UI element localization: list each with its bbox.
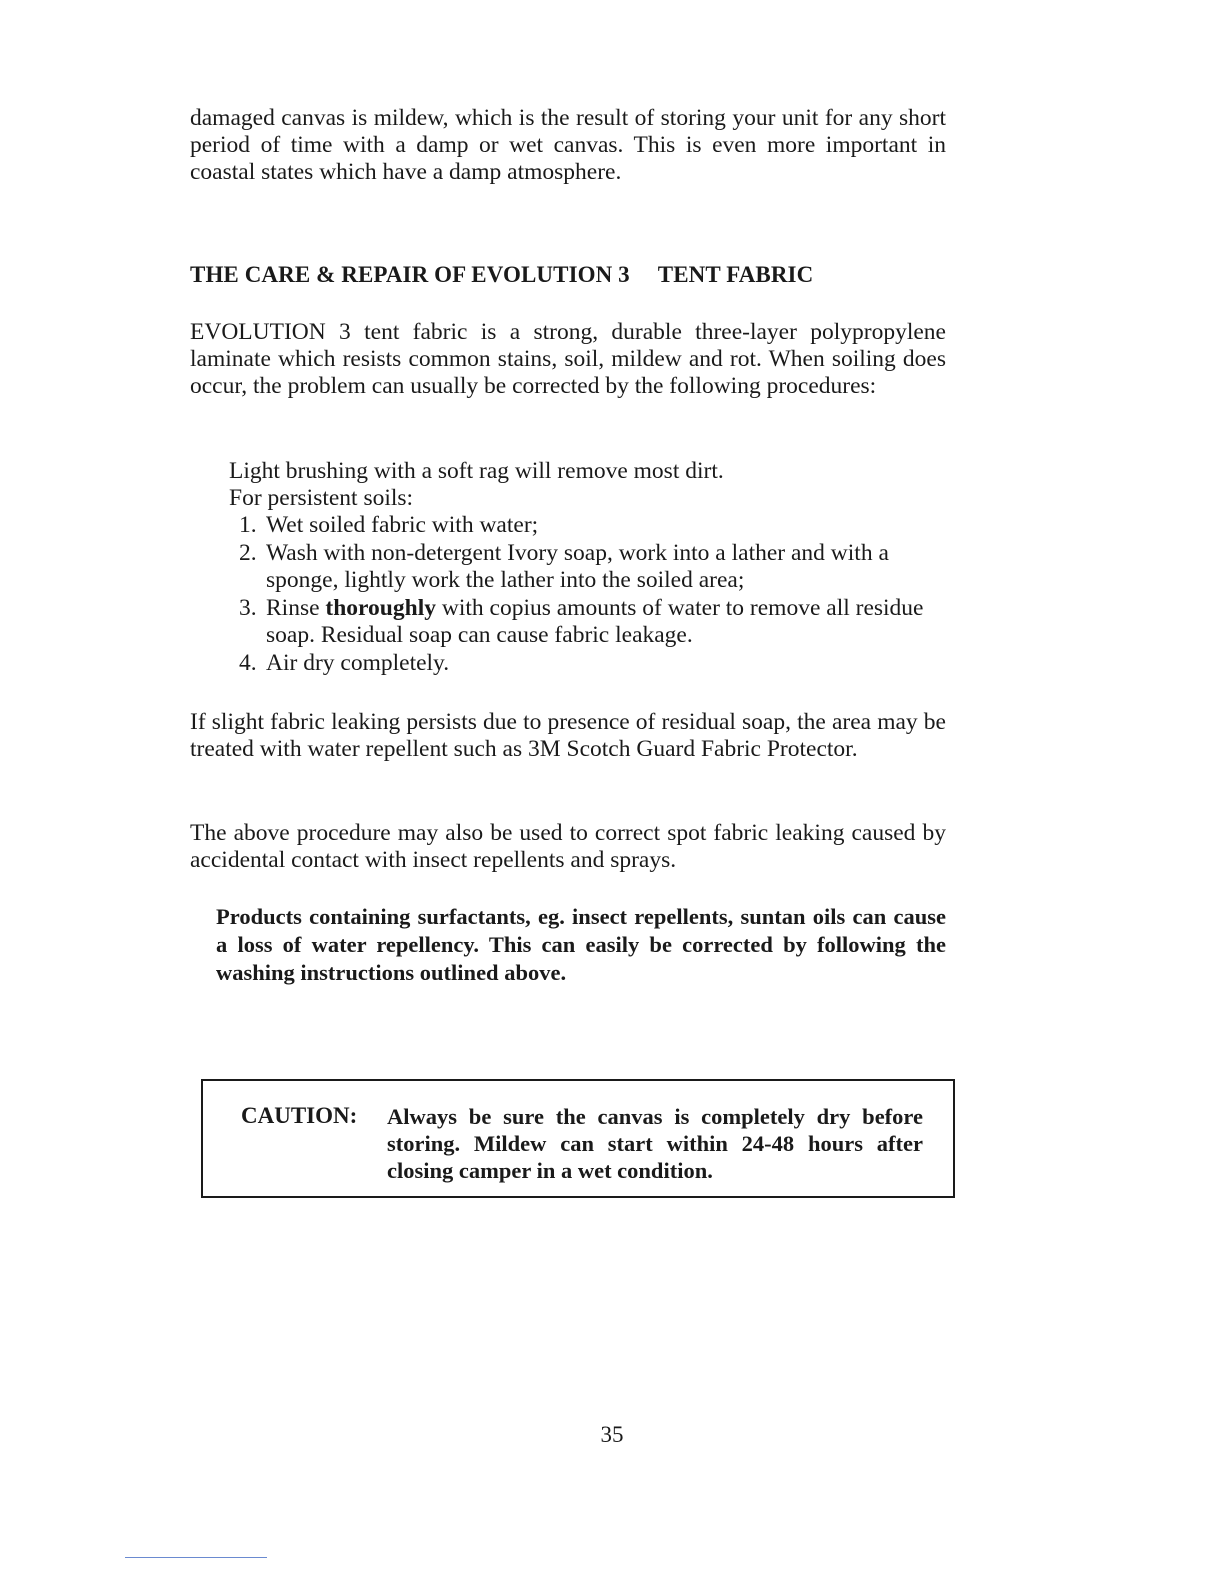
list-item xyxy=(229,512,949,540)
step-text: Wash with non-detergent Ivory soap, work into a lather and with a sponge, lightly work the lather into the soiled area; xyxy=(266,539,889,594)
list-item xyxy=(229,650,949,678)
step-number: 4. xyxy=(239,649,257,676)
step-text-pre: Rinse xyxy=(266,594,326,621)
intro-paragraph: damaged canvas is mildew, which is the result of storing your unit for any short period of time with a damp or wet canvas. This is even more important in coastal states which have a damp atmosphere. xyxy=(190,105,946,186)
caution-box xyxy=(201,1079,955,1198)
step-text: Wet soiled fabric with water; xyxy=(266,512,539,538)
page-number: 35 xyxy=(600,1422,624,1447)
heading-part-1: THE CARE & REPAIR OF EVOLUTION 3 xyxy=(190,262,630,287)
procedure-steps xyxy=(229,512,949,678)
description-paragraph: EVOLUTION 3 tent fabric is a strong, durable three-layer polypropylene laminate which resists common stains, soil, mildew and rot. When soiling does occur, the problem can usually be corrected by the following procedures: xyxy=(190,319,946,400)
list-item xyxy=(229,540,949,595)
caution-text: Always be sure the canvas is completely dry before storing. Mildew can start within 24-48 hours after closing camper in a wet condition. xyxy=(387,1104,923,1183)
step-text: Air dry completely. xyxy=(266,649,450,676)
surfactant-note: Products containing surfactants, eg. insect repellents, suntan oils can cause a loss of water repellency. This can easily be corrected by following the washing instructions outlined above. xyxy=(216,904,946,985)
step-number: 1. xyxy=(239,512,257,538)
section-heading xyxy=(190,262,813,288)
step-number: 3. xyxy=(239,594,257,621)
heading-part-2: TENT FABRIC xyxy=(657,262,814,287)
spot-leaking-paragraph: The above procedure may also be used to correct spot fabric leaking caused by accidental contact with insect repellents and sprays. xyxy=(190,820,946,874)
step-text-emphasis: thoroughly xyxy=(325,594,436,621)
step-text-post: with copius amounts of water to remove all residue soap. Residual soap can cause fabric leakage. xyxy=(266,594,924,649)
step-number: 2. xyxy=(239,539,257,566)
leaking-paragraph: If slight fabric leaking persists due to presence of residual soap, the area may be treated with water repellent such as 3M Scotch Guard Fabric Protector. xyxy=(190,709,946,763)
scan-artifact-line xyxy=(125,1557,267,1558)
light-brushing-text: Light brushing with a soft rag will remove most dirt. xyxy=(229,458,724,484)
list-item xyxy=(229,595,949,650)
persistent-soils-label: For persistent soils: xyxy=(229,485,414,511)
caution-label: CAUTION: xyxy=(241,1103,358,1128)
